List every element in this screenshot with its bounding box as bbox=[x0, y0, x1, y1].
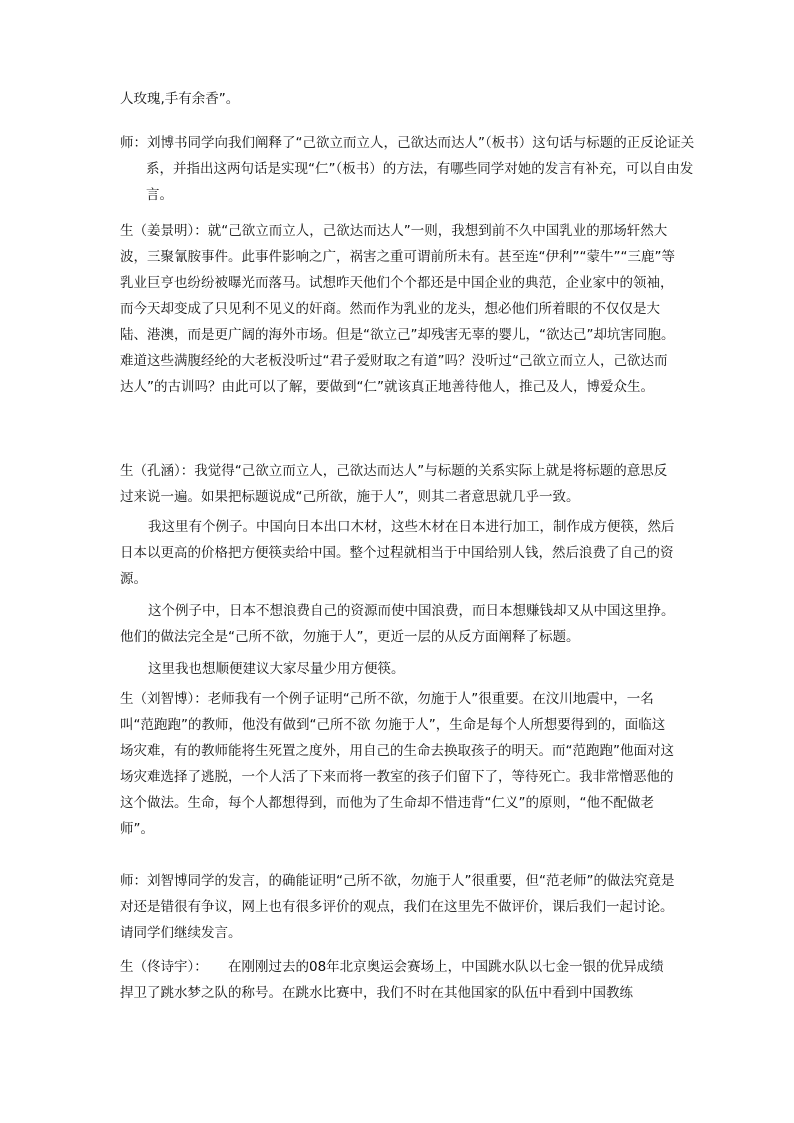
paragraph-0: 人玫瑰,手有余香”。 bbox=[120, 91, 240, 107]
paragraph-6: 这里我也想顺便建议大家尽量少用方便筷。 bbox=[148, 661, 405, 677]
paragraph-9: 生（佟诗宇）： 在刚刚过去的08年北京奥运会赛场上，中国跳水队以七金一银的优异成绩捍卫了跳水梦之队的称号。在跳水比赛中，我们不时在其他国家的队伍中看到中国教练 bbox=[120, 959, 664, 1001]
paragraph-4: 我这里有个例子。中国向日本出口木材，这些木材在日本进行加工，制作成方便筷，然后日本以更高的价格把方便筷卖给中国。整个过程就相当于中国给别人钱，然后浪费了自己的资源。 bbox=[120, 519, 675, 587]
paragraph-3: 生（孔涵）：我觉得“己欲立而立人，己欲达而达人”与标题的关系实际上就是将标题的意思反过来说一遍。如果把标题说成“己所欲，施于人”，则其二者意思就几乎一致。 bbox=[120, 463, 668, 505]
paragraph-5: 这个例子中，日本不想浪费自己的资源而使中国浪费，而日本想赚钱却又从中国这里挣。他们的做法完全是“己所不欲，勿施于人”，更近一层的从反方面阐释了标题。 bbox=[120, 603, 675, 645]
paragraph-1: 师：刘博书同学向我们阐释了“己欲立而立人，己欲达而达人”（板书）这句话与标题的正反论证关系，并指出这两句话是实现“仁”（板书）的方法，有哪些同学对她的发言有补充，可以自由发言。 bbox=[120, 135, 695, 203]
paragraph-8: 师：刘智博同学的发言，的确能证明“己所不欲，勿施于人”很重要，但“范老师”的做法究竟是对还是错很有争议，网上也有很多评价的观点，我们在这里先不做评价，课后我们一起讨论。请同学们继续发言。 bbox=[120, 873, 675, 941]
paragraph-2: 生（姜景明）：就“己欲立而立人，己欲达而达人”一则，我想到前不久中国乳业的那场轩然大波，三聚氰胺事件。此事件影响之广，祸害之重可谓前所未有。甚至连“伊利”“蒙牛”“三鹿”等乳业巨亨也纷纷被曝光而落马。试想昨天他们个个都还是中国企业的典范，企业家中的领袖，而今天却变成了只见利不见义的奸商。然而作为乳业的龙头，想必他们所着眼的不仅仅是大陆、港澳，而是更广阔的海外市场。但是“欲立己”却残害无辜的婴儿，“欲达己”却坑害同胞。难道这些满腹经纶的大老板没听过“君子爱财取之有道”吗？没听过“己欲立而立人，己欲达而达人”的古训吗？由此可以了解，要做到“仁”就该真正地善待他人，推己及人，博爱众生。 bbox=[120, 223, 675, 395]
paragraph-7: 生（刘智博）：老师我有一个例子证明“己所不欲，勿施于人”很重要。在汶川地震中，一名叫“范跑跑”的教师，他没有做到“己所不欲 勿施于人”，生命是每个人所想要得到的，面临这场灾难，有的教师能将生死置之度外，用自己的生命去换取孩子的明天。而“范跑跑”他面对这场灾难选择了逃脱，一个人活了下来而将一教室的孩子们留下了，等待死亡。我非常憎恶他的这个做法。生命，每个人都想得到，而他为了生命却不惜违背“仁义”的原则，“他不配做老师”。 bbox=[120, 691, 674, 837]
